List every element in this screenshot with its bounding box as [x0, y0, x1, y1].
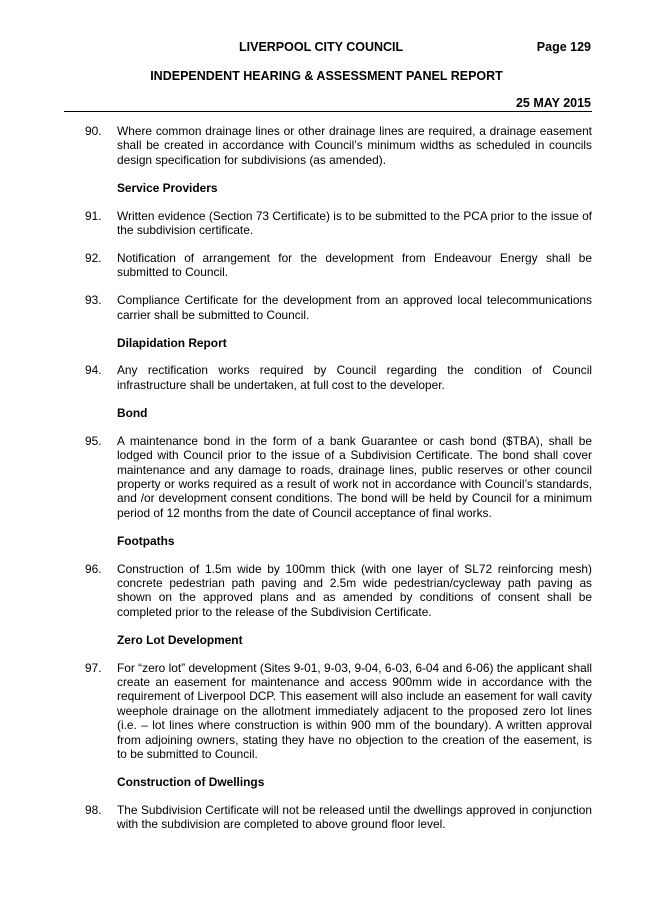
page-number: Page 129: [536, 40, 591, 54]
report-title: INDEPENDENT HEARING & ASSESSMENT PANEL REPORT: [150, 69, 503, 83]
condition-text: A maintenance bond in the form of a bank Guarantee or cash bond ($TBA), shall be lodged with Council prior to the issue of a Subdivision Certificate. The bond shall cover maintenance and any damage to roads, drainage lines, public reserves or other council property or works required as a result of work not in accordance with Council’s standards, and /or development consent conditions. The bond will be held by Council for a minimum period of 12 months from the date of Council acceptance of final works.: [117, 433, 592, 520]
condition-number: 96.: [85, 561, 102, 576]
section-heading: Service Providers: [117, 180, 218, 195]
condition-number: 97.: [85, 660, 102, 675]
condition-text: Where common drainage lines or other drainage lines are required, a drainage easement shall be created in accordance with Council’s minimum widths as scheduled in councils design specification for subdivisions (as amended).: [117, 124, 592, 167]
section-heading: Dilapidation Report: [117, 335, 227, 350]
condition-number: 95.: [85, 433, 102, 448]
condition-text: Construction of 1.5m wide by 100mm thick (with one layer of SL72 reinforcing mesh) concrete pedestrian path paving and 2.5m wide pedestrian/cycleway path paving as shown on the approved plans and as amended by conditions of consent shall be completed prior to the release of the Subdivision Certificate.: [117, 561, 592, 619]
condition-item: [85, 434, 592, 520]
section-heading: Construction of Dwellings: [117, 774, 265, 789]
condition-number: 93.: [85, 293, 102, 308]
condition-text: Compliance Certificate for the development from an approved local telecommunications carrier shall be submitted to Council.: [117, 293, 592, 322]
condition-number: 90.: [85, 124, 102, 138]
condition-number: 91.: [85, 208, 102, 223]
condition-item: [85, 293, 592, 322]
condition-item: [85, 803, 592, 832]
condition-text: Notification of arrangement for the development from Endeavour Energy shall be submitted to Council.: [117, 250, 592, 280]
condition-number: 92.: [85, 250, 102, 265]
condition-item: [85, 251, 592, 280]
condition-text: Written evidence (Section 73 Certificate) is to be submitted to the PCA prior to the issue of the subdivision certificate.: [117, 208, 592, 238]
report-date: 25 MAY 2015: [515, 96, 591, 110]
conditions-list: [85, 124, 592, 845]
condition-number: 98.: [85, 802, 102, 817]
condition-text: The Subdivision Certificate will not be released until the dwellings approved in conjunction with the subdivision are completed to above ground floor level.: [117, 802, 592, 832]
condition-text: Any rectification works required by Council regarding the condition of Council infrastructure shall be undertaken, at full cost to the developer.: [117, 363, 592, 392]
condition-number: 94.: [85, 363, 102, 378]
section-heading: Footpaths: [117, 533, 175, 548]
header-divider: [64, 111, 592, 112]
condition-text: For “zero lot” development (Sites 9-01, 9-03, 9-04, 6-03, 6-04 and 6-06) the applicant shall create an easement for maintenance and access 900mm wide in accordance with the requirement of Liverpool DCP. This easement will also include an easement for wall cavity weephole drainage on the allotment immediately adjacent to the proposed zero lot lines (i.e. – lot lines where construction is within 900 mm of the boundary). A written approval from adjoining owners, stating they have no objection to the creation of the easement, is to be submitted to Council.: [117, 660, 592, 761]
condition-item: [85, 209, 592, 238]
condition-item: [85, 363, 592, 392]
council-name: LIVERPOOL CITY COUNCIL: [239, 40, 404, 54]
condition-item: [85, 124, 592, 167]
condition-item: [85, 562, 592, 620]
section-heading: Zero Lot Development: [117, 632, 243, 647]
condition-item: [85, 661, 592, 762]
section-heading: Bond: [117, 405, 148, 420]
